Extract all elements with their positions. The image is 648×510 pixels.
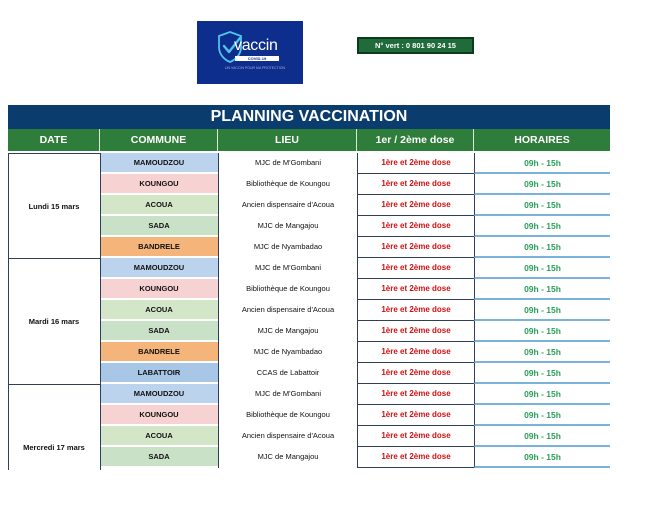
lieu-cell: MJC de M'Gombani (218, 258, 357, 279)
dose-cell: 1ère et 2ème dose (357, 363, 474, 384)
hours-cell: 09h - 15h (474, 237, 610, 258)
commune-cell: MAMOUDZOU (100, 384, 218, 404)
vaccin-logo (197, 21, 303, 84)
table-row (100, 342, 610, 363)
dose-cell: 1ère et 2ème dose (357, 279, 474, 300)
lieu-cell: MJC de Mangajou (218, 447, 357, 468)
table-row (100, 405, 610, 426)
table-header (8, 129, 610, 151)
commune-cell: BANDRELE (100, 237, 218, 257)
lieu-cell: Bibliothèque de Koungou (218, 279, 357, 300)
commune-cell: BANDRELE (100, 342, 218, 362)
hours-cell: 09h - 15h (474, 153, 610, 174)
hours-cell: 09h - 15h (474, 447, 610, 468)
dose-cell: 1ère et 2ème dose (357, 300, 474, 321)
lieu-cell: Bibliothèque de Koungou (218, 405, 357, 426)
lieu-cell: MJC de M'Gombani (218, 153, 357, 174)
commune-cell: KOUNGOU (100, 174, 218, 194)
hours-cell: 09h - 15h (474, 216, 610, 237)
dose-cell: 1ère et 2ème dose (357, 405, 474, 426)
dose-cell: 1ère et 2ème dose (357, 447, 474, 468)
table-row (100, 426, 610, 447)
lieu-cell: MJC de M'Gombani (218, 384, 357, 405)
hours-cell: 09h - 15h (474, 363, 610, 384)
row-divider (357, 467, 474, 468)
table-row (100, 447, 610, 468)
day-label: Lundi 15 mars (8, 153, 100, 258)
hours-cell: 09h - 15h (474, 405, 610, 426)
hours-cell: 09h - 15h (474, 321, 610, 342)
hotline-badge: N° vert : 0 801 90 24 15 (357, 37, 474, 54)
header-date: DATE (8, 129, 100, 151)
column-divider (100, 153, 101, 470)
dose-cell: 1ère et 2ème dose (357, 174, 474, 195)
dose-cell: 1ère et 2ème dose (357, 321, 474, 342)
lieu-cell: Ancien dispensaire d'Acoua (218, 426, 357, 447)
commune-cell: SADA (100, 216, 218, 236)
lieu-cell: MJC de Nyambadao (218, 237, 357, 258)
hours-cell: 09h - 15h (474, 300, 610, 321)
commune-cell: ACOUA (100, 426, 218, 446)
header-horaires: HORAIRES (514, 134, 570, 146)
commune-cell: ACOUA (100, 300, 218, 320)
commune-cell: SADA (100, 447, 218, 467)
commune-cell: KOUNGOU (100, 405, 218, 425)
table-row (100, 384, 610, 405)
lieu-cell: Ancien dispensaire d'Acoua (218, 195, 357, 216)
commune-cell: MAMOUDZOU (100, 258, 218, 278)
table-row (100, 258, 610, 279)
header-dose: 1er / 2ème dose (357, 129, 474, 151)
logo-tagline: UN VACCIN POUR MA PROTECTION (225, 66, 286, 70)
dose-cell: 1ère et 2ème dose (357, 258, 474, 279)
dose-cell: 1ère et 2ème dose (357, 195, 474, 216)
hours-cell: 09h - 15h (474, 426, 610, 447)
lieu-cell: Ancien dispensaire d'Acoua (218, 300, 357, 321)
day-label: Mardi 16 mars (8, 258, 100, 384)
lieu-cell: Bibliothèque de Koungou (218, 174, 357, 195)
dose-cell: 1ère et 2ème dose (357, 153, 474, 174)
dose-cell: 1ère et 2ème dose (357, 426, 474, 447)
dose-cell: 1ère et 2ème dose (357, 384, 474, 405)
table-row (100, 216, 610, 237)
table-row (100, 363, 610, 384)
lieu-cell: MJC de Mangajou (218, 216, 357, 237)
header-commune: COMMUNE (100, 129, 218, 151)
table-row (100, 279, 610, 300)
dose-cell: 1ère et 2ème dose (357, 237, 474, 258)
hours-cell: 09h - 15h (474, 195, 610, 216)
commune-cell: ACOUA (100, 195, 218, 215)
day-label: Mercredi 17 mars (8, 384, 100, 510)
table-row (100, 300, 610, 321)
commune-cell: LABATTOIR (100, 363, 218, 383)
dose-cell: 1ère et 2ème dose (357, 342, 474, 363)
commune-cell: SADA (100, 321, 218, 341)
hours-cell: 09h - 15h (474, 342, 610, 363)
table-row (100, 237, 610, 258)
logo-wordmark: vaccin (234, 37, 278, 54)
lieu-cell: CCAS de Labattoir (218, 363, 357, 384)
hours-cell: 09h - 15h (474, 384, 610, 405)
logo-subtitle: COVID-19 (235, 56, 279, 61)
table-row (100, 174, 610, 195)
table-row (100, 195, 610, 216)
dose-cell: 1ère et 2ème dose (357, 216, 474, 237)
lieu-cell: MJC de Mangajou (218, 321, 357, 342)
commune-cell: KOUNGOU (100, 279, 218, 299)
hours-cell: 09h - 15h (474, 174, 610, 195)
table-row (100, 153, 610, 174)
vaccination-schedule (8, 105, 610, 485)
commune-cell: MAMOUDZOU (100, 153, 218, 173)
table-row (100, 321, 610, 342)
header-lieu: LIEU (218, 129, 357, 151)
table-border-left (8, 153, 9, 470)
page-title: PLANNING VACCINATION (8, 105, 610, 129)
hours-cell: 09h - 15h (474, 279, 610, 300)
hours-cell: 09h - 15h (474, 258, 610, 279)
lieu-cell: MJC de Nyambadao (218, 342, 357, 363)
